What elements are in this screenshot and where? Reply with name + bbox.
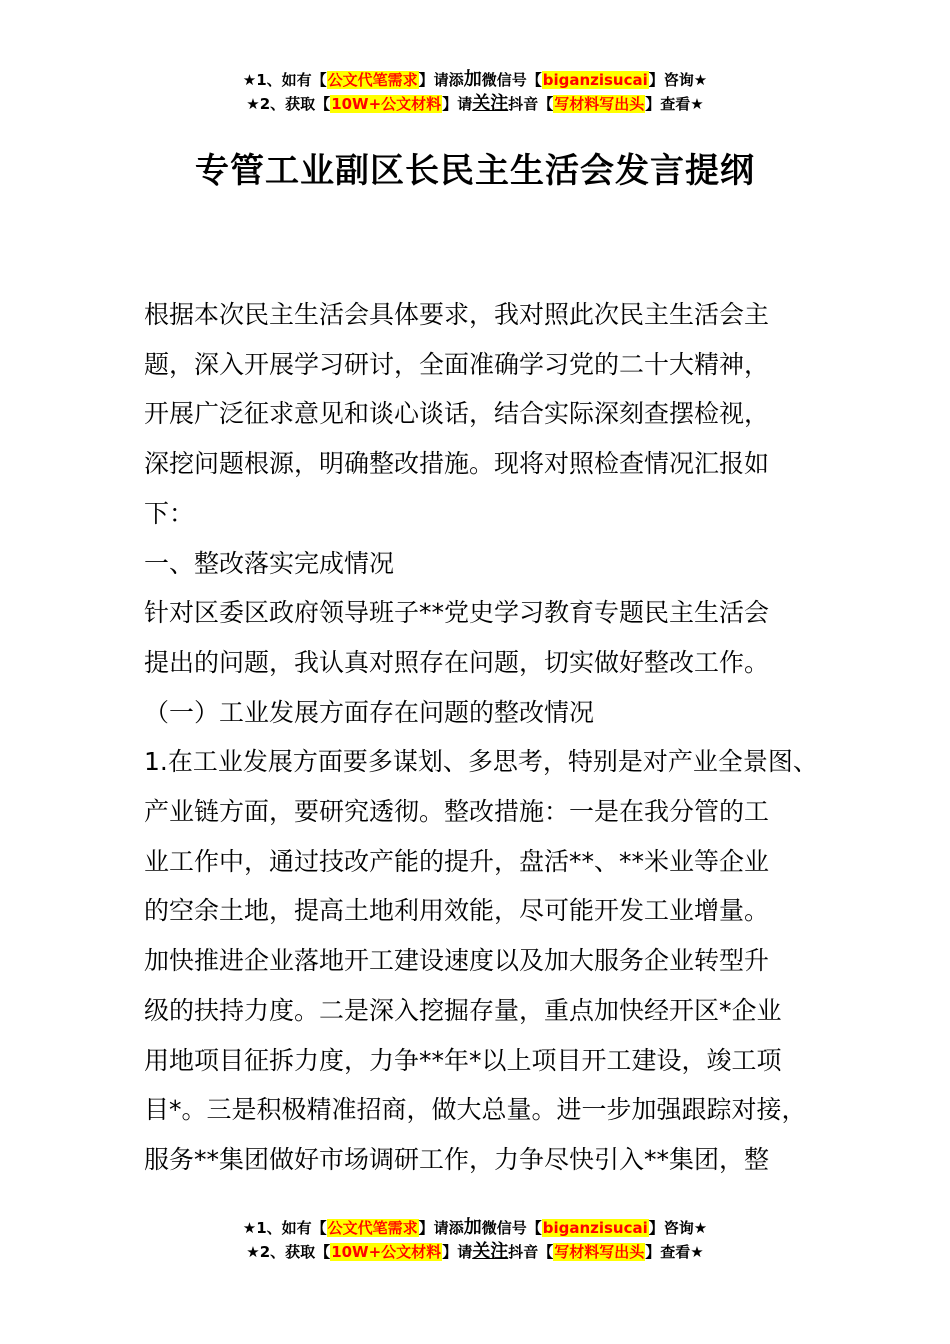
banner-text: 】咨询★: [648, 1219, 708, 1237]
banner-text: 微信号【: [481, 71, 542, 89]
banner-text: 】咨询★: [648, 71, 708, 89]
document-title: 专管工业副区长民主生活会发言提纲: [195, 151, 755, 191]
top-banner: [0, 68, 950, 116]
section-heading: 一、整改落实完成情况: [144, 548, 395, 578]
bottom-banner: [0, 1216, 950, 1264]
banner-text: 】请: [442, 95, 473, 113]
body-line: 1.在工业发展方面要多谋划、多思考，特别是对产业全景图、: [144, 747, 818, 777]
highlight-wechat-id: biganzisucai: [542, 71, 648, 89]
highlight-wechat-id: biganzisucai: [542, 1219, 648, 1237]
banner-line-2: [0, 92, 950, 116]
banner-line-1: [0, 1216, 950, 1240]
highlight-materials: 10W+公文材料: [331, 95, 442, 113]
banner-text: 】请添: [418, 1219, 464, 1237]
body-line: 提出的问题，我认真对照存在问题，切实做好整改工作。: [144, 647, 770, 677]
banner-text: ★2、获取【: [246, 1243, 331, 1261]
banner-text: 】查看★: [645, 1243, 704, 1261]
banner-text: 】请添: [418, 71, 464, 89]
body-line: 题，深入开展学习研讨，全面准确学习党的二十大精神，: [144, 349, 770, 379]
body-line: 下：: [144, 498, 195, 528]
banner-text: ★1、如有【: [242, 71, 327, 89]
banner-text: ★2、获取【: [246, 95, 331, 113]
highlight-materials: 10W+公文材料: [331, 1243, 442, 1261]
document-body: [144, 290, 834, 1185]
body-line: 业工作中，通过技改产能的提升，盘活**、**米业等企业: [144, 846, 770, 876]
banner-text: 微信号【: [481, 1219, 542, 1237]
banner-line-2: [0, 1240, 950, 1264]
banner-emphasis: 加: [463, 69, 482, 90]
banner-text: ★1、如有【: [242, 1219, 327, 1237]
highlight-service: 公文代笔需求: [327, 71, 418, 89]
body-line: 加快推进企业落地开工建设速度以及加大服务企业转型升: [144, 946, 770, 976]
subsection-heading: （一）工业发展方面存在问题的整改情况: [144, 697, 595, 727]
banner-line-1: [0, 68, 950, 92]
body-line: 级的扶持力度。二是深入挖掘存量，重点加快经开区*企业: [144, 995, 782, 1025]
body-line: 的空余土地，提高土地利用效能，尽可能开发工业增量。: [144, 896, 770, 926]
body-line: 服务**集团做好市场调研工作，力争尽快引入**集团，整: [144, 1144, 770, 1174]
banner-text: 抖音【: [508, 95, 554, 113]
banner-emphasis: 关注: [472, 93, 509, 114]
banner-text: 抖音【: [508, 1243, 554, 1261]
body-line: 根据本次民主生活会具体要求，我对照此次民主生活会主: [144, 300, 770, 329]
body-line: 目*。三是积极精准招商，做大总量。进一步加强跟踪对接，: [144, 1095, 807, 1125]
body-line: 深挖问题根源，明确整改措施。现将对照检查情况汇报如: [144, 449, 770, 479]
body-line: 针对区委区政府领导班子**党史学习教育专题民主生活会: [144, 598, 770, 628]
highlight-douyin: 写材料写出头: [554, 1243, 645, 1261]
banner-text: 】查看★: [645, 95, 704, 113]
body-line: 用地项目征拆力度，力争**年*以上项目开工建设，竣工项: [144, 1045, 782, 1075]
body-line: 开展广泛征求意见和谈心谈话，结合实际深刻查摆检视，: [144, 399, 770, 429]
banner-emphasis: 加: [463, 1217, 482, 1238]
body-line: 产业链方面，要研究透彻。整改措施：一是在我分管的工: [144, 797, 770, 827]
highlight-service: 公文代笔需求: [327, 1219, 418, 1237]
banner-emphasis: 关注: [472, 1241, 509, 1262]
highlight-douyin: 写材料写出头: [554, 95, 645, 113]
banner-text: 】请: [442, 1243, 473, 1261]
